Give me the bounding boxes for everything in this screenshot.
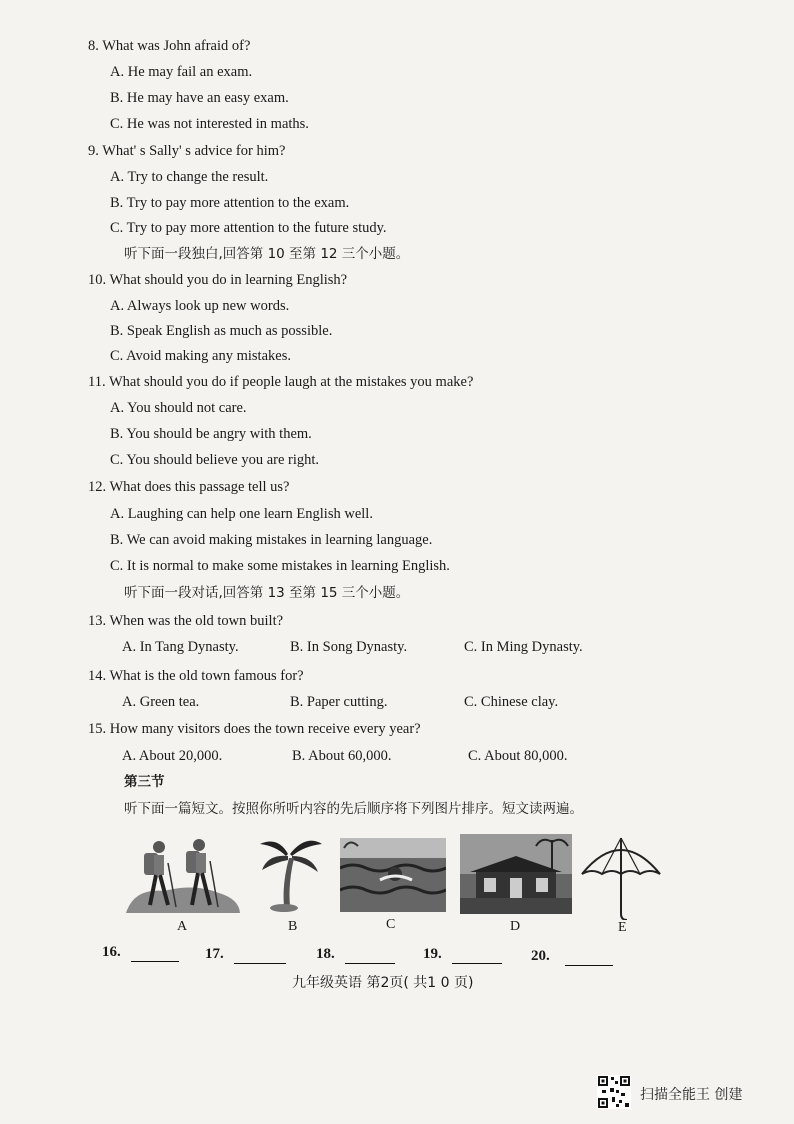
swimmer-icon bbox=[340, 838, 446, 912]
option: C. Avoid making any mistakes. bbox=[110, 348, 291, 364]
option: B. About 60,000. bbox=[292, 748, 392, 764]
option: B. Paper cutting. bbox=[290, 694, 388, 710]
question-13: 13. When was the old town built? bbox=[88, 613, 284, 629]
option: B. He may have an easy exam. bbox=[110, 90, 289, 106]
blank-number: 17. bbox=[205, 946, 224, 962]
umbrella-icon bbox=[580, 834, 662, 920]
answer-blank-19[interactable] bbox=[452, 963, 502, 964]
page-footer: 九年级英语 第2页( 共1 0 页) bbox=[292, 975, 474, 991]
option: A. Laughing can help one learn English well. bbox=[110, 506, 373, 522]
option: A. You should not care. bbox=[110, 400, 247, 416]
option: C. In Ming Dynasty. bbox=[464, 639, 583, 655]
option: A. Always look up new words. bbox=[110, 298, 290, 314]
options-row bbox=[0, 638, 794, 658]
picture-label-e: E bbox=[618, 920, 627, 935]
blank-number: 19. bbox=[423, 946, 442, 962]
question-11: 11. What should you do if people laugh at the mistakes you make? bbox=[88, 374, 474, 390]
monologue-intro: 听下面一段独白,回答第 10 至第 12 三个小题。 bbox=[124, 246, 410, 262]
option: C. Try to pay more attention to the future study. bbox=[110, 220, 387, 236]
blank-number: 18. bbox=[316, 946, 335, 962]
blank-number: 16. bbox=[102, 944, 121, 960]
answer-blank-18[interactable] bbox=[345, 963, 395, 964]
palm-tree-icon bbox=[258, 834, 324, 914]
option: B. Try to pay more attention to the exam. bbox=[110, 195, 350, 211]
option: A. In Tang Dynasty. bbox=[122, 639, 239, 655]
option: C. You should believe you are right. bbox=[110, 452, 320, 468]
option: C. It is normal to make some mistakes in learning English. bbox=[110, 558, 450, 574]
option: B. You should be angry with them. bbox=[110, 426, 312, 442]
hikers-icon bbox=[124, 833, 242, 915]
picture-label-a: A bbox=[177, 919, 188, 934]
question-12: 12. What does this passage tell us? bbox=[88, 479, 290, 495]
section-instruction: 听下面一篇短文。按照你所听内容的先后顺序将下列图片排序。短文读两遍。 bbox=[124, 801, 583, 817]
question-14: 14. What is the old town famous for? bbox=[88, 668, 304, 684]
option: B. Speak English as much as possible. bbox=[110, 323, 333, 339]
section-title: 第三节 bbox=[124, 774, 165, 790]
house-icon bbox=[460, 834, 572, 914]
options-row bbox=[0, 747, 794, 767]
question-9: 9. What' s Sally' s advice for him? bbox=[88, 143, 286, 159]
option: A. About 20,000. bbox=[122, 748, 223, 764]
question-8: 8. What was John afraid of? bbox=[88, 38, 251, 54]
question-15: 15. How many visitors does the town receive every year? bbox=[88, 721, 421, 737]
option: C. About 80,000. bbox=[468, 748, 568, 764]
option: C. Chinese clay. bbox=[464, 694, 559, 710]
qr-code-icon bbox=[597, 1075, 631, 1109]
option: A. Try to change the result. bbox=[110, 169, 269, 185]
question-10: 10. What should you do in learning English? bbox=[88, 272, 348, 288]
option: B. We can avoid making mistakes in learning language. bbox=[110, 532, 433, 548]
option: A. He may fail an exam. bbox=[110, 64, 253, 80]
answer-blank-20[interactable] bbox=[565, 965, 613, 966]
scanner-watermark: 扫描全能王 创建 bbox=[640, 1087, 743, 1103]
picture-label-c: C bbox=[386, 917, 396, 932]
picture-label-d: D bbox=[510, 919, 521, 934]
option: A. Green tea. bbox=[122, 694, 200, 710]
option: C. He was not interested in maths. bbox=[110, 116, 309, 132]
answer-blank-17[interactable] bbox=[234, 963, 286, 964]
picture-label-b: B bbox=[288, 919, 298, 934]
option: B. In Song Dynasty. bbox=[290, 639, 408, 655]
blank-number: 20. bbox=[531, 948, 550, 964]
options-row bbox=[0, 693, 794, 713]
dialogue-intro: 听下面一段对话,回答第 13 至第 15 三个小题。 bbox=[124, 585, 410, 601]
answer-blank-16[interactable] bbox=[131, 961, 179, 962]
